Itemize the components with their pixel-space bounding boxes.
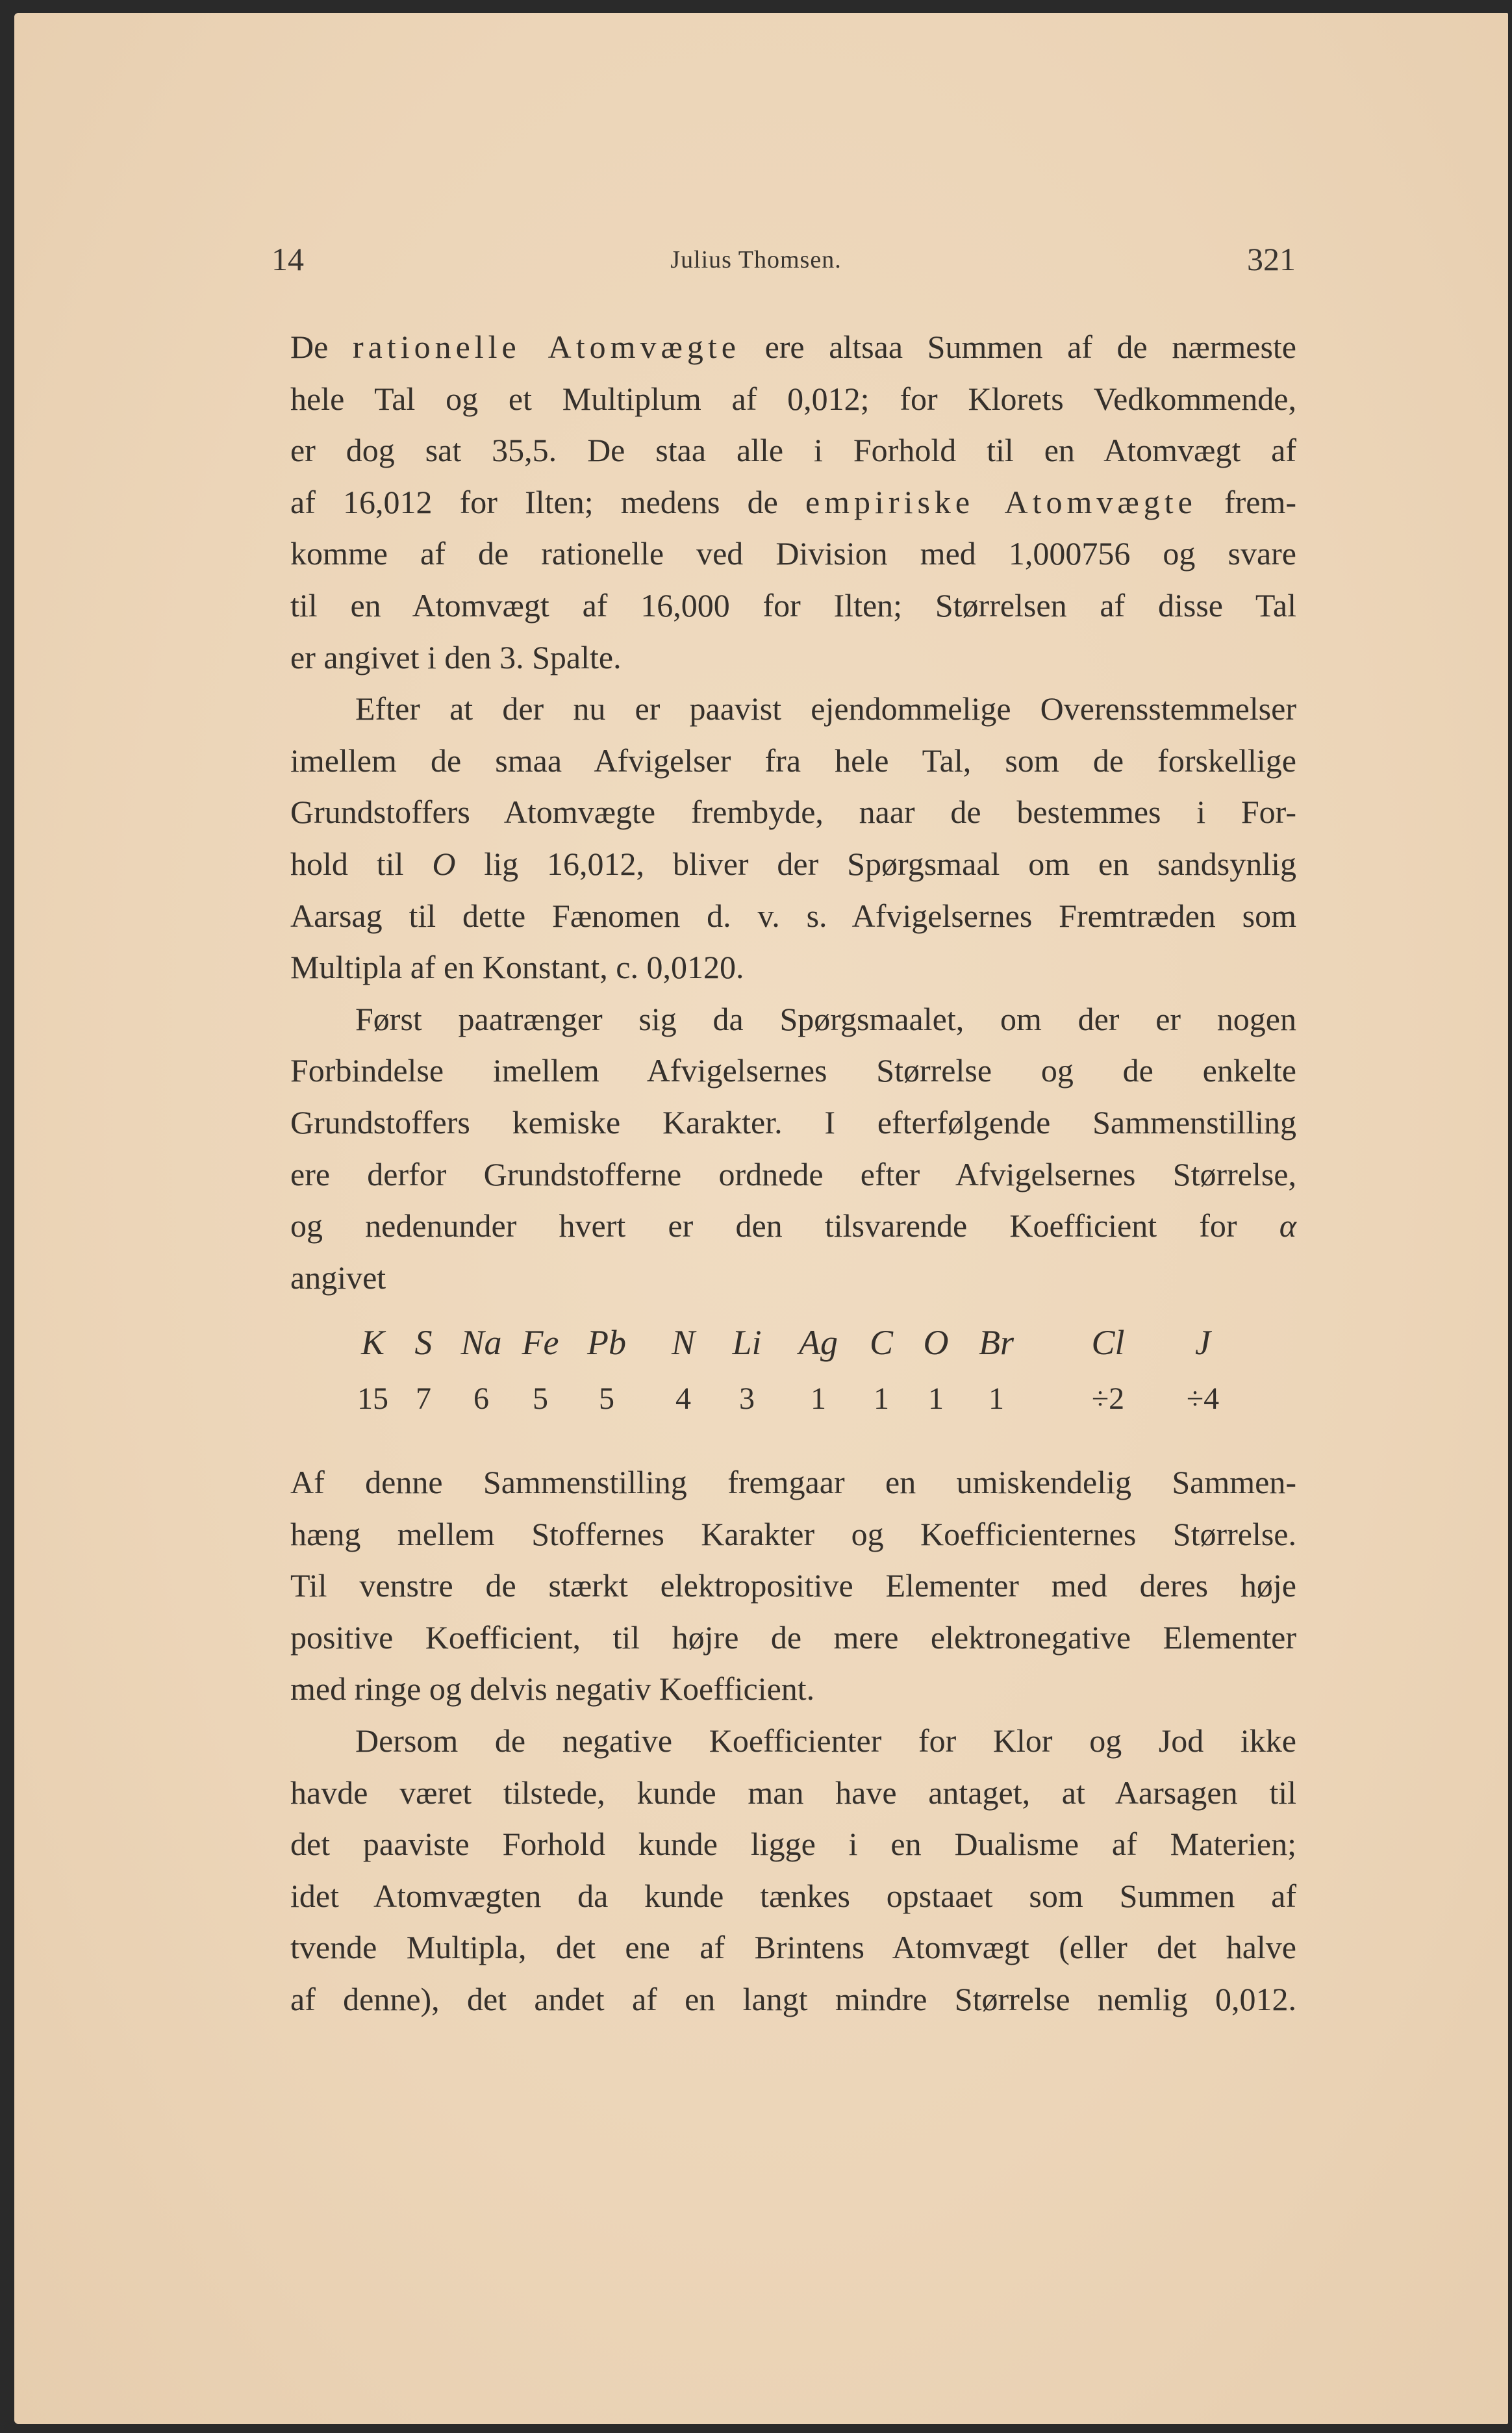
element-symbol: Fe — [522, 1323, 559, 1362]
text-line — [290, 1871, 1296, 1922]
coefficient-value: 15 — [357, 1381, 388, 1416]
coefficient-value: 1 — [989, 1381, 1004, 1416]
coefficient-value: 3 — [739, 1381, 755, 1416]
element-symbol: Pb — [587, 1323, 626, 1362]
element-symbol: Cl — [1091, 1323, 1125, 1362]
text-segment: til en Atomvægt af 16,000 for Ilten; Størrelsen af disse Tal — [290, 586, 1296, 624]
text-segment: er angivet i den 3. Spalte. — [290, 638, 622, 675]
text-line — [290, 1045, 1296, 1097]
text-line — [290, 321, 1296, 373]
text-segment: hele Tal og et Multiplum af 0,012; for Klorets Vedkommende, — [290, 380, 1296, 417]
text-segment: imellem de smaa Afvigelser fra hele Tal, som de forskellige — [290, 742, 1296, 779]
text-segment: hæng mellem Stoffernes Karakter og Koefficienternes Størrelse. — [290, 1515, 1296, 1552]
coefficient-value: 5 — [533, 1381, 548, 1416]
text-line — [290, 1767, 1296, 1819]
text-line — [290, 632, 1296, 684]
text-segment: idet Atomvægten da kunde tænkes opstaaet som Summen af — [290, 1877, 1296, 1914]
text-line — [290, 1457, 1296, 1509]
text-line — [290, 528, 1296, 580]
text-segment: Først paatrænger sig da Spørgsmaalet, om der er nogen — [355, 1000, 1296, 1037]
element-symbol: K — [360, 1323, 385, 1362]
italic-symbol: α — [1279, 1207, 1296, 1244]
page-number-left: 14 — [271, 241, 304, 277]
text-segment: frem- — [1196, 483, 1296, 520]
text-segment: De — [290, 329, 353, 365]
text-segment: Dersom de negative Koefficienter for Klor og Jod ikke — [355, 1722, 1296, 1759]
text-line — [290, 787, 1296, 838]
text-segment: ere altsaa Summen af de nærmeste — [740, 329, 1296, 365]
text-line — [290, 425, 1296, 477]
text-line — [290, 1612, 1296, 1664]
spaced-term: rationelle Atomvægte — [352, 329, 740, 365]
coefficient-value: 1 — [928, 1381, 944, 1416]
text-segment: af denne), det andet af en langt mindre Størrelse nemlig 0,012. — [290, 1980, 1296, 2017]
text-segment: Efter at der nu er paavist ejendommelige Overensstemmelser — [355, 690, 1296, 727]
text-line — [290, 373, 1296, 425]
text-line — [290, 1097, 1296, 1149]
element-symbol: S — [414, 1323, 433, 1362]
element-symbol: C — [869, 1323, 894, 1362]
text-line — [290, 477, 1296, 529]
text-line — [290, 1560, 1296, 1612]
coefficient-value: 7 — [416, 1381, 431, 1416]
coefficient-value: 5 — [599, 1381, 614, 1416]
text-block-upper — [290, 321, 1296, 1304]
text-segment: havde været tilstede, kunde man have antaget, at Aarsagen til — [290, 1774, 1296, 1811]
running-title: Julius Thomsen. — [670, 246, 842, 273]
text-segment: Af denne Sammenstilling fremgaar en umiskendelig Sammen- — [290, 1464, 1296, 1500]
text-line — [290, 1252, 1296, 1304]
text-line — [290, 1715, 1296, 1767]
element-symbol: Na — [460, 1323, 502, 1362]
page-number-right: 321 — [1247, 241, 1296, 277]
text-segment: er dog sat 35,5. De staa alle i Forhold til en Atomvægt af — [290, 432, 1296, 469]
text-segment: ere derfor Grundstofferne ordnede efter Afvigelsernes Størrelse, — [290, 1155, 1296, 1192]
text-segment: lig 16,012, bliver der Spørgsmaal om en sandsynlig — [455, 845, 1296, 882]
text-segment: angivet — [290, 1259, 386, 1296]
text-line — [290, 1922, 1296, 1974]
text-line — [290, 994, 1296, 1046]
text-line — [290, 580, 1296, 632]
text-line — [290, 838, 1296, 890]
text-segment: hold til — [290, 845, 433, 882]
text-block-lower — [290, 1457, 1296, 2026]
text-segment: komme af de rationelle ved Division med 1,000756 og svare — [290, 535, 1296, 572]
element-symbol: Li — [732, 1323, 762, 1362]
coefficient-value: 1 — [811, 1381, 826, 1416]
text-segment: Grundstoffers Atomvægte frembyde, naar de bestemmes i For- — [290, 794, 1296, 831]
text-segment: Til venstre de stærkt elektropositive Elementer med deres høje — [290, 1567, 1296, 1604]
text-segment: Multipla af en Konstant, c. 0,0120. — [290, 949, 744, 986]
text-segment: positive Koefficient, til højre de mere elektronegative Elementer — [290, 1619, 1296, 1656]
text-segment: med ringe og delvis negativ Koefficient. — [290, 1670, 815, 1708]
text-segment: Aarsag til dette Fænomen d. v. s. Afvigelsernes Fremtræden som — [290, 897, 1296, 934]
spaced-term: empiriske Atomvægte — [805, 483, 1197, 520]
text-segment: Forbindelse imellem Afvigelsernes Størrelse og de enkelte — [290, 1052, 1296, 1089]
text-segment: og nedenunder hvert er den tilsvarende Koefficient for — [290, 1207, 1279, 1244]
element-symbol: Br — [979, 1323, 1014, 1362]
text-segment: det paaviste Forhold kunde ligge i en Dualisme af Materien; — [290, 1826, 1296, 1863]
text-line — [290, 1509, 1296, 1561]
italic-symbol: O — [432, 845, 456, 882]
text-segment: Grundstoffers kemiske Karakter. I efterfølgende Sammenstilling — [290, 1103, 1296, 1141]
text-segment: af 16,012 for Ilten; medens de — [290, 483, 805, 520]
coefficient-value: ÷4 — [1186, 1381, 1220, 1416]
coefficient-value: 1 — [874, 1381, 889, 1416]
element-symbol: O — [923, 1323, 949, 1362]
element-symbol: J — [1195, 1323, 1211, 1362]
coefficient-value: 4 — [675, 1381, 691, 1416]
element-symbol: Ag — [799, 1323, 838, 1362]
text-segment: tvende Multipla, det ene af Brintens Atomvægt (eller det halve — [290, 1929, 1296, 1966]
text-line — [290, 683, 1296, 735]
coefficient-value: ÷2 — [1091, 1381, 1125, 1416]
text-line — [290, 1974, 1296, 2026]
text-line — [290, 1149, 1296, 1201]
text-line — [290, 1200, 1296, 1252]
text-line — [290, 735, 1296, 787]
text-line — [290, 1663, 1296, 1715]
text-line — [290, 890, 1296, 942]
coefficient-value: 6 — [473, 1381, 489, 1416]
element-symbol: N — [671, 1323, 696, 1362]
text-line — [290, 1819, 1296, 1871]
text-line — [290, 942, 1296, 994]
